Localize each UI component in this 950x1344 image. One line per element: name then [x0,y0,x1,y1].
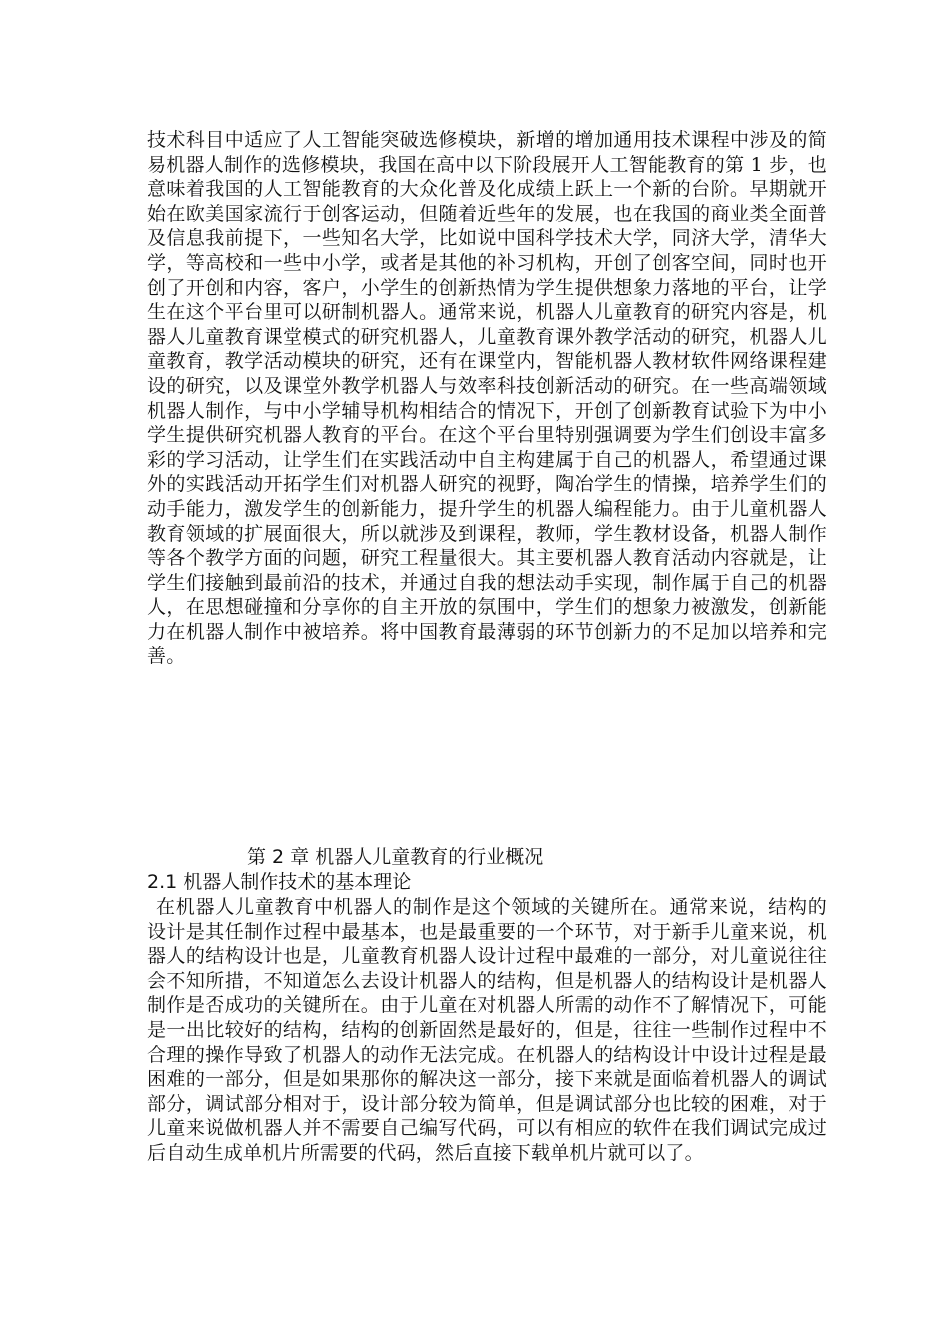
chapter-title: 第 2 章 机器人儿童教育的行业概况 [247,846,544,868]
section-title: 2.1 机器人制作技术的基本理论 [147,871,412,893]
body-paragraph-2: 在机器人儿童教育中机器人的制作是这个领域的关键所在。通常来说，结构的设计是其任制作过程中最基本，也是最重要的一个环节，对于新手儿童来说，机器人的结构设计也是，儿童教育机器人设计过程中最难的一部分，对儿童说往往会不知所措，不知道怎么去设计机器人的结构，但是机器人的结构设计是机器人制作是否成功的关键所在。由于儿童在对机器人所需的动作不了解情况下，可能是一出比较好的结构，结构的创新固然是最好的，但是，往往一些制作过程中不合理的操作导致了机器人的动作无法完成。在机器人的结构设计中设计过程是最困难的一部分，但是如果那你的解决这一部分，接下来就是面临着机器人的调试部分，调试部分相对于，设计部分较为简单，但是调试部分也比较的困难，对于儿童来说做机器人并不需要自己编写代码，可以有相应的软件在我们调试完成过后自动生成单机片所需要的代码，然后直接下载单机片就可以了。 [147,896,827,1164]
body-paragraph-1: 技术科目中适应了人工智能突破选修模块，新增的增加通用技术课程中涉及的简易机器人制作的选修模块，我国在高中以下阶段展开人工智能教育的第 1 步，也意味着我国的人工智能教育的大众化普及化成绩上跃上一个新的台阶。早期就开始在欧美国家流行于创客运动，但随着近些年的发展，也在我国的商业类全面普及信息我前提下，一些知名大学，比如说中国科学技术大学，同济大学，清华大学，等高校和一些中小学，或者是其他的补习机构，开创了创客空间，同时也开创了开创和内容，客户，小学生的创新热情为学生提供想象力落地的平台，让学生在这个平台里可以研制机器人。通常来说，机器人儿童教育的研究内容是，机器人儿童教育课堂模式的研究机器人，儿童教育课外教学活动的研究，机器人儿童教育，教学活动模块的研究，还有在课堂内，智能机器人教材软件网络课程建设的研究，以及课堂外教学机器人与效率科技创新活动的研究。在一些高端领域机器人制作，与中小学辅导机构相结合的情况下，开创了创新教育试验下为中小学生提供研究机器人教育的平台。在这个平台里特别强调要为学生们创设丰富多彩的学习活动，让学生们在实践活动中自主构建属于自己的机器人，希望通过课外的实践活动开拓学生们对机器人研究的视野，陶冶学生的情操，培养学生们的动手能力，激发学生的创新能力，提升学生的机器人编程能力。由于儿童机器人教育领域的扩展面很大，所以就涉及到课程，教师，学生教材设备，机器人制作等各个教学方面的问题，研究工程量很大。其主要机器人教育活动内容就是，让学生们接触到最前沿的技术，并通过自我的想法动手实现，制作属于自己的机器人，在思想碰撞和分享你的自主开放的氛围中，学生们的想象力被激发，创新能力在机器人制作中被培养。将中国教育最薄弱的环节创新力的不足加以培养和完善。 [147,129,827,668]
